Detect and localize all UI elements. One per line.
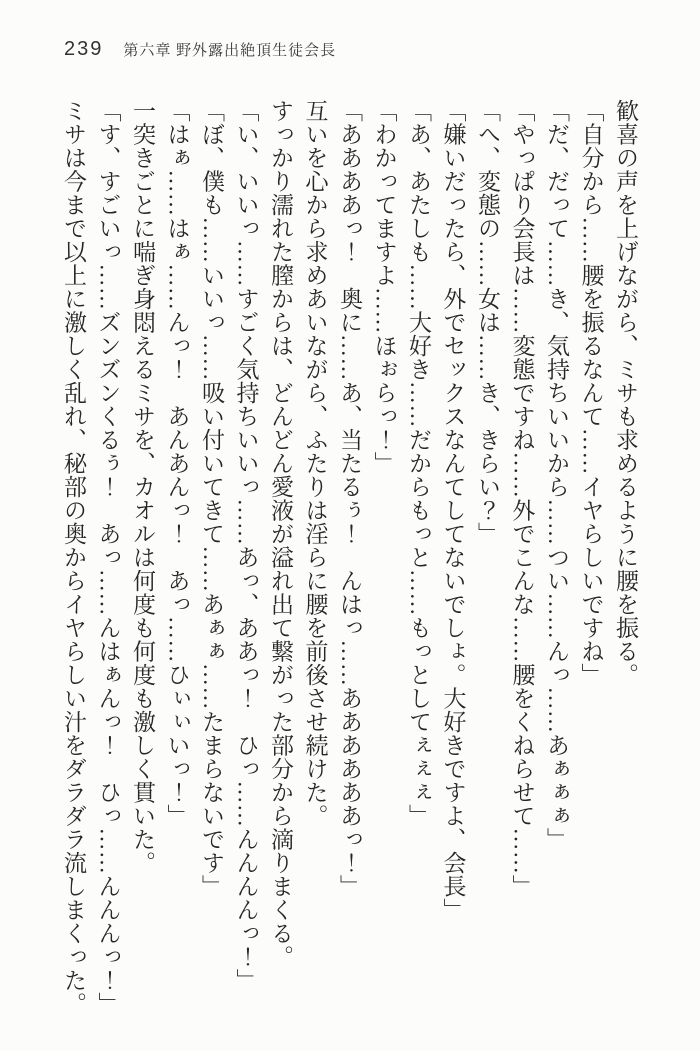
text-column-dialogue: 「わかってますよ……ほぉらっ！」 [371, 99, 397, 475]
text-column-narration: ミサは今まで以上に激しく乱れ、秘部の奥からイヤらしい汁をダラダラ流しまくった。 [61, 99, 86, 1016]
text-column-dialogue: 「だ、だって……き、気持ちいいから……つい……んっ……あぁぁぁ」 [544, 99, 569, 851]
text-column-narration: すっかり濡れた膣からは、どんどん愛液が溢れ出て繋がった部分から滴りまくる。 [268, 99, 293, 969]
text-column-dialogue: 「やっぱり会長は……変態ですね……外でこんな……腰をくねらせて……」 [509, 99, 535, 898]
text-column-narration: 歓喜の声を上げながら、ミサも求めるように腰を振る。 [613, 99, 638, 687]
text-column-dialogue: 「嫌いだったら、外でセックスなんてしてないでしょ。大好きですよ、会長」 [440, 99, 466, 922]
text-column-dialogue: 「ああああっ！ 奥に……あ、当たるぅ！ んはっ……ああああああっ！」 [337, 99, 362, 898]
text-column-dialogue: 「はぁ……はぁ……んっ！ あんあんっ！ あっ……ひぃぃいっ！」 [164, 99, 190, 828]
text-column-dialogue: 「自分から……腰を振るなんて……イヤらしいですね」 [578, 99, 604, 687]
chapter-title: 第六章 野外露出絶頂生徒会長 [123, 43, 337, 59]
text-column-dialogue: 「す、すごいっ……ズンズンくるぅ！ あっ……んはぁんっ！ ひっ……んんんっ！」 [95, 99, 121, 1016]
text-column-dialogue: 「い、いいっ……すごく気持ちいいっ……あっ、ああっ！ ひっ……んんんんっ！」 [233, 99, 259, 992]
running-head [64, 38, 336, 61]
text-column-dialogue: 「あ、あたしも……大好き……だからもっと……もっとしてぇぇぇ」 [406, 99, 431, 828]
text-column-narration: 互いを心から求めあいながら、ふたりは淫らに腰を前後させ続けた。 [302, 99, 328, 828]
text-column-dialogue: 「ぼ、僕も……いいっ……吸い付いてきて……あぁぁ……たまらないです」 [199, 99, 224, 898]
text-column-dialogue: 「へ、変態の……女は……き、きらい？」 [475, 99, 500, 546]
text-column-narration: 一突きごとに喘ぎ身悶えるミサを、カオルは何度も何度も激しく貫いた。 [130, 99, 155, 875]
page-body [55, 99, 642, 1017]
page-number: 239 [64, 38, 104, 60]
